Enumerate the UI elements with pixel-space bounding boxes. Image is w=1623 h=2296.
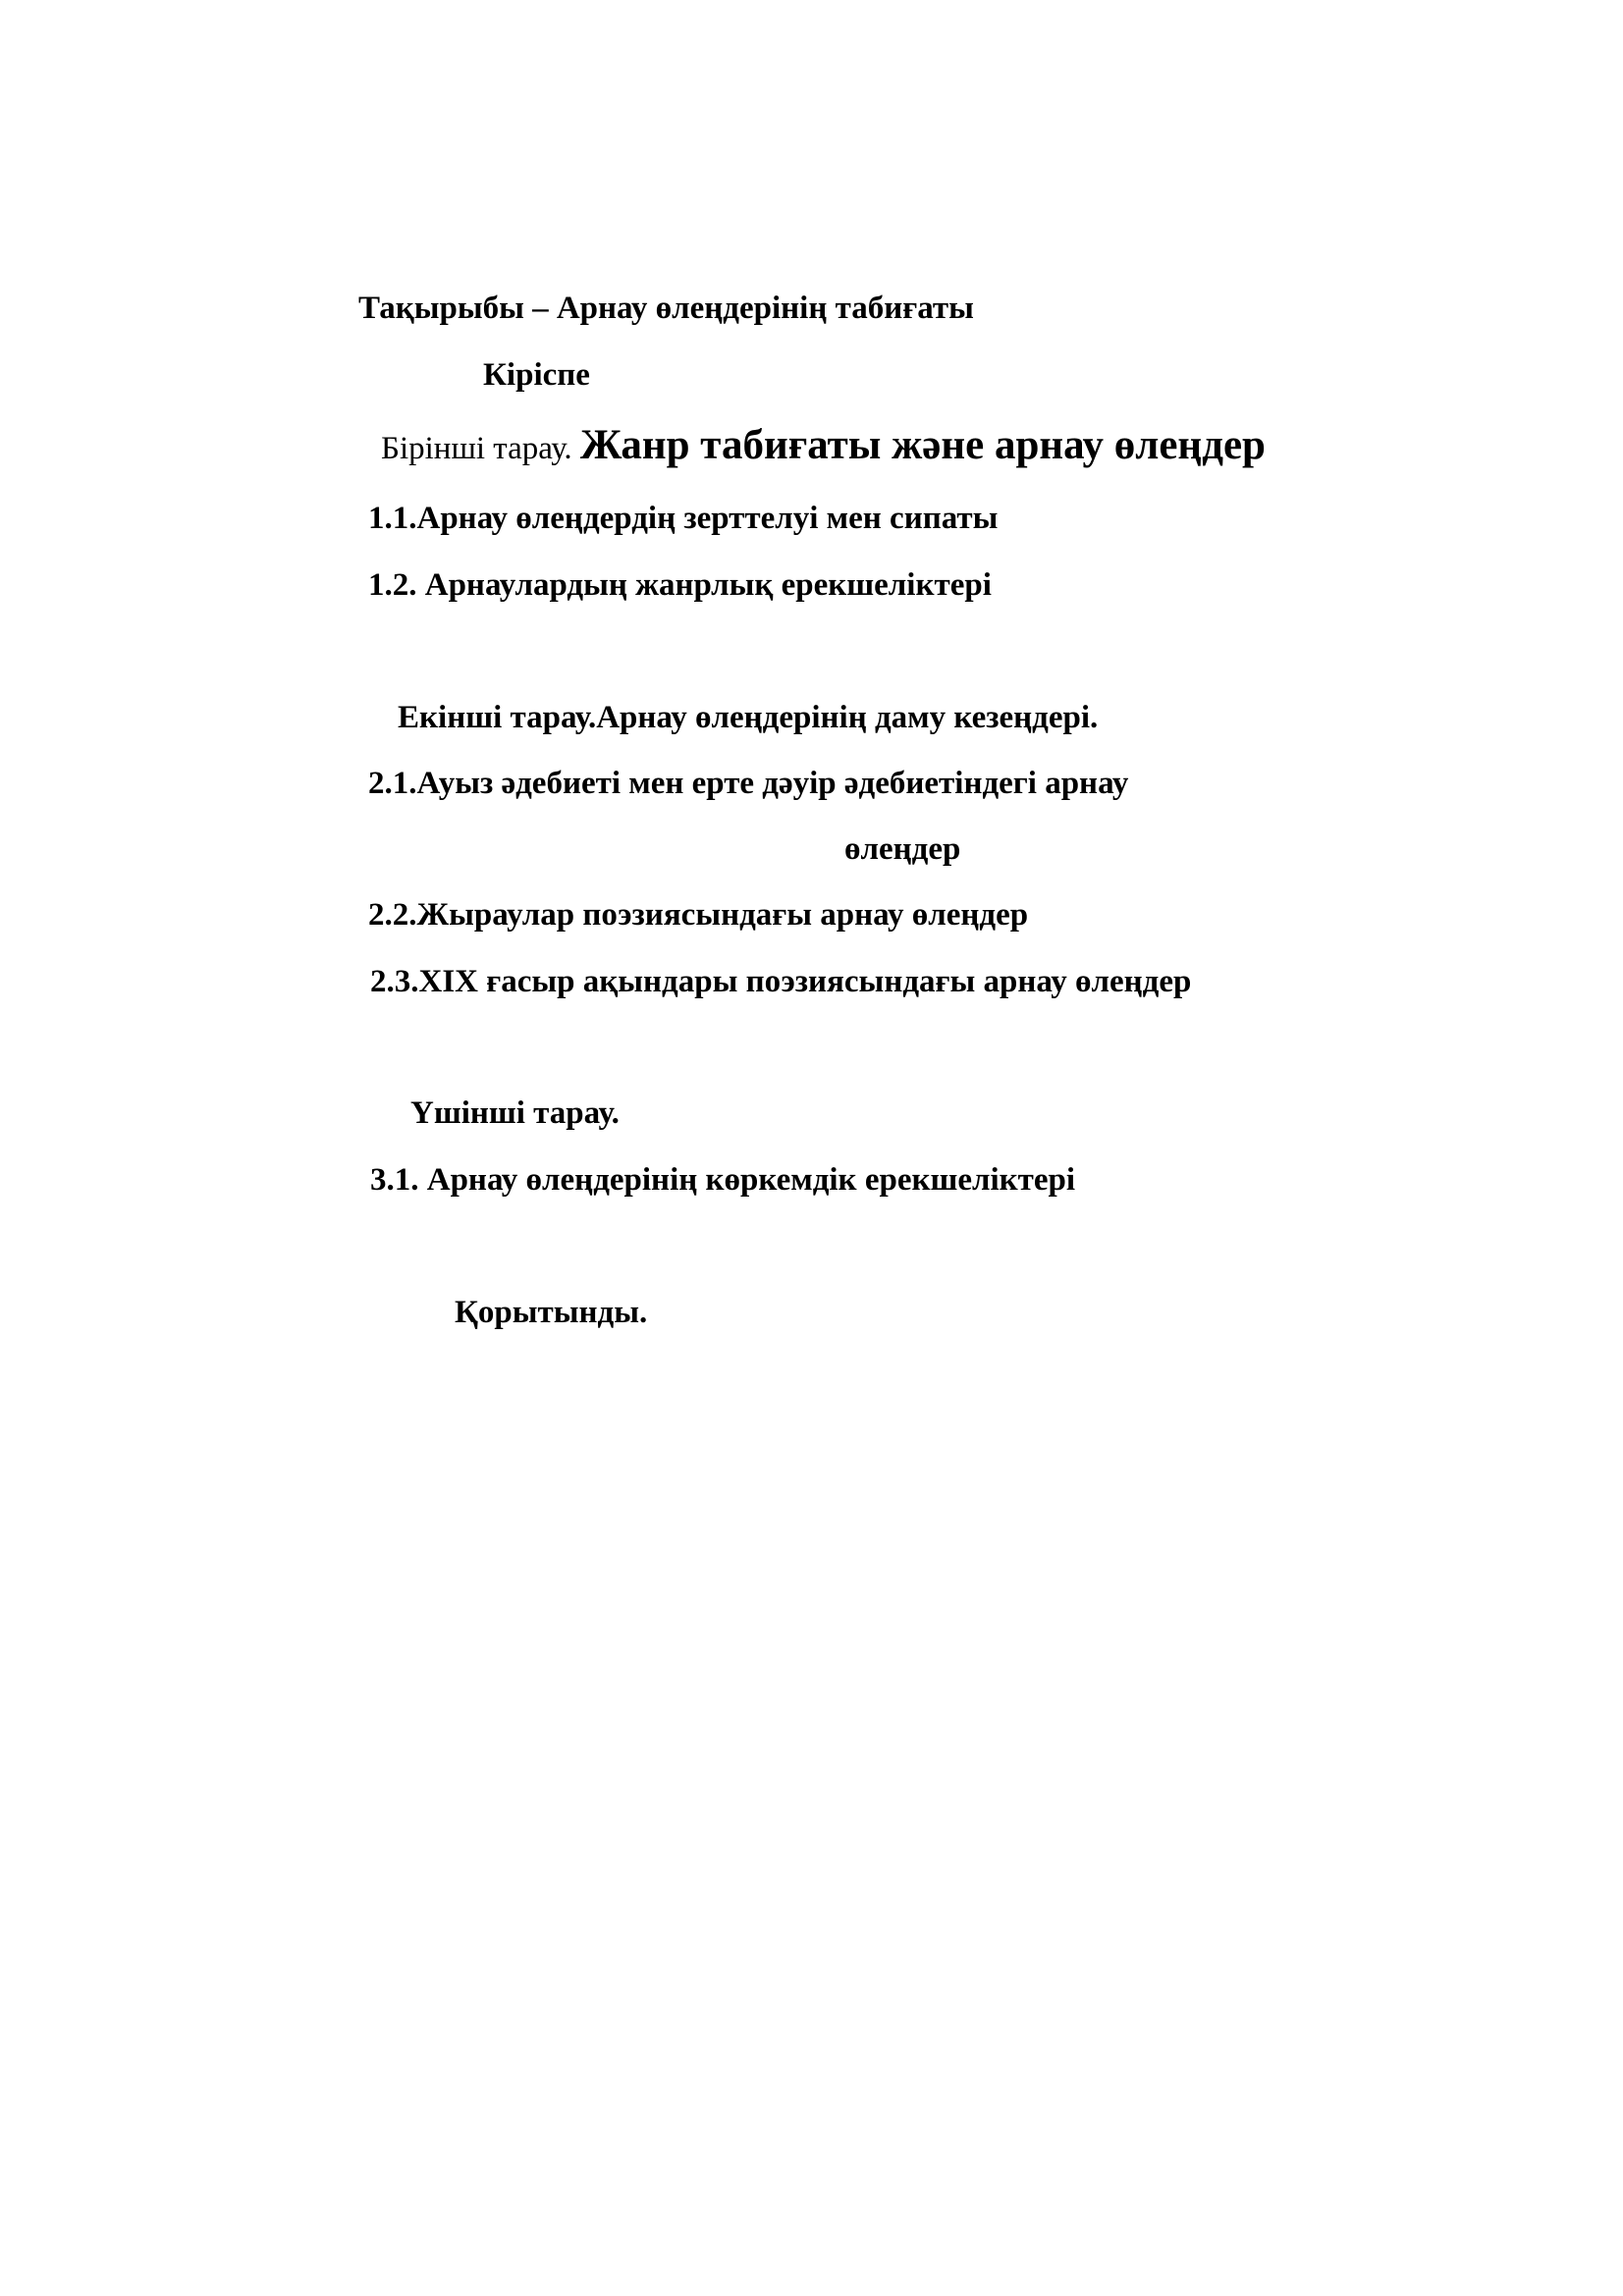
chapter-1-dot: . [564,431,572,466]
toc-chapter-2: Екінші тарау.Арнау өлеңдерінің даму кезеңдері. [398,700,1099,735]
document-title: Тақырыбы – Арнау өлеңдерінің табиғаты [358,291,974,326]
toc-section-2-1: 2.1.Ауыз әдебиеті мен ерте дәуір әдебиетіндегі арнау [368,766,1129,801]
toc-conclusion: Қорытынды. [455,1295,648,1330]
toc-section-2-1-continued: өлеңдер [844,831,961,867]
chapter-1-title: Жанр табиғаты және арнау өлеңдер [579,422,1266,468]
toc-chapter-1 [381,424,1266,466]
toc-chapter-3: Үшінші тарау. [410,1095,620,1131]
chapter-1-prefix: Бірінші тарау [381,431,565,466]
toc-intro: Кіріспе [483,357,590,393]
toc-section-2-3: 2.3.XIX ғасыр ақындары поэзиясындағы арнау өлеңдер [370,964,1192,999]
toc-section-1-1: 1.1.Арнау өлеңдердің зерттелуі мен сипаты [368,501,999,536]
toc-section-2-2: 2.2.Жыраулар поэзиясындағы арнау өлеңдер [368,897,1029,933]
toc-section-3-1: 3.1. Арнау өлеңдерінің көркемдік ерекшеліктері [370,1162,1076,1198]
toc-section-1-2: 1.2. Арнаулардың жанрлық ерекшеліктері [368,567,992,603]
